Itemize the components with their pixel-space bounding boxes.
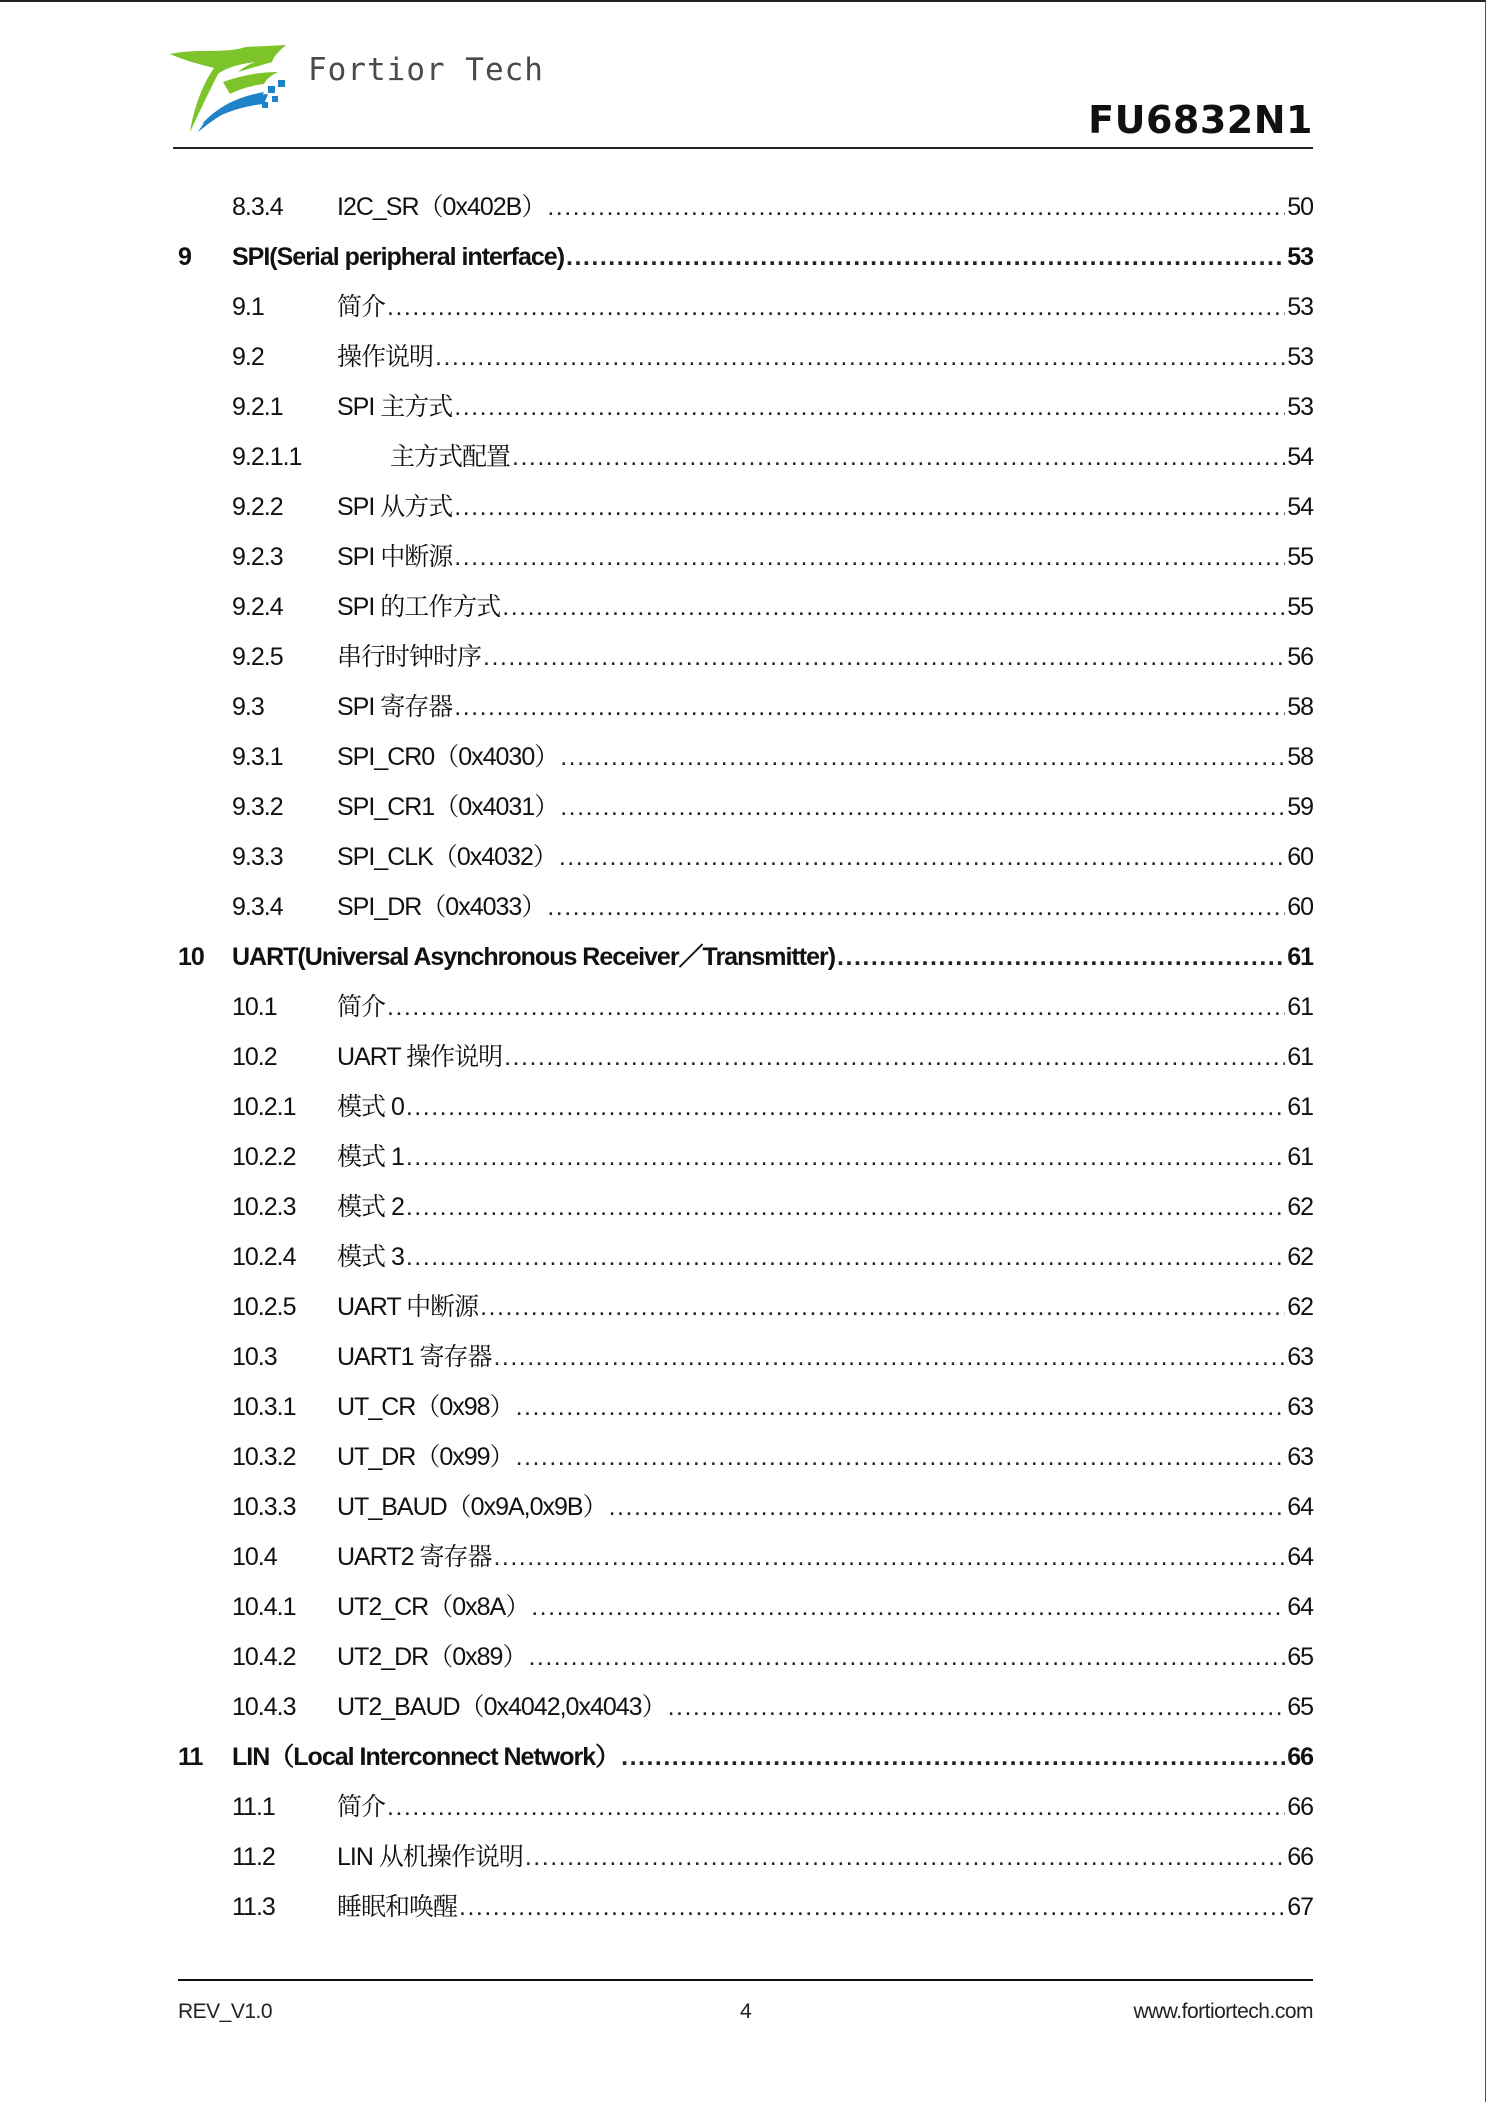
toc-dot-leader — [406, 1232, 1285, 1282]
toc-section-number: 10.3.1 — [232, 1393, 296, 1421]
toc-entry[interactable] — [0, 1532, 1488, 1582]
toc-section-number: 11 — [178, 1743, 203, 1771]
toc-section-number: 9.2.3 — [232, 543, 283, 571]
toc-dot-leader — [560, 732, 1285, 782]
toc-page-number[interactable]: 63 — [1287, 1393, 1313, 1421]
toc-entry[interactable] — [0, 282, 1488, 332]
toc-section-number: 10 — [178, 943, 204, 971]
toc-entry-line — [337, 632, 1313, 682]
toc-section-title[interactable]: UT_DR（0x99） — [337, 1443, 514, 1471]
toc-entry-line — [337, 1432, 1313, 1482]
toc-entry[interactable] — [0, 932, 1488, 982]
fortior-logo-icon — [168, 42, 293, 137]
toc-entry-line — [337, 882, 1313, 932]
toc-dot-leader — [454, 532, 1285, 582]
brand-name: Fortior Tech — [308, 52, 544, 88]
toc-section-title[interactable]: 模式 0 — [337, 1093, 404, 1121]
toc-entry-line — [337, 1232, 1313, 1282]
toc-section-title[interactable]: 操作说明 — [337, 343, 434, 371]
toc-section-title[interactable]: SPI 寄存器 — [337, 693, 453, 721]
toc-entry-line — [337, 1632, 1313, 1682]
toc-page-number[interactable]: 55 — [1287, 543, 1313, 571]
toc-section-title[interactable]: UART2 寄存器 — [337, 1543, 492, 1571]
toc-section-number: 11.2 — [232, 1843, 275, 1871]
toc-entry[interactable] — [0, 1682, 1488, 1732]
toc-entry-line — [337, 1532, 1313, 1582]
toc-page-number[interactable]: 63 — [1287, 1343, 1313, 1371]
toc-section-title[interactable]: SPI_DR（0x4033） — [337, 893, 546, 921]
toc-entry-line — [232, 232, 1313, 282]
toc-section-number: 10.4.1 — [232, 1593, 296, 1621]
toc-section-number: 9.3.3 — [232, 843, 283, 871]
toc-entry[interactable] — [0, 832, 1488, 882]
toc-page-number[interactable]: 54 — [1287, 493, 1313, 521]
toc-entry[interactable] — [0, 882, 1488, 932]
toc-entry[interactable] — [0, 1882, 1488, 1932]
toc-page-number[interactable]: 61 — [1287, 993, 1313, 1021]
toc-entry-line — [337, 382, 1313, 432]
toc-page-number[interactable]: 62 — [1287, 1193, 1313, 1221]
toc-section-title[interactable]: 简介 — [337, 993, 386, 1021]
toc-entry-line — [390, 432, 1313, 482]
toc-page-number[interactable]: 61 — [1287, 1093, 1313, 1121]
toc-section-number: 10.4 — [232, 1543, 277, 1571]
toc-entry-line — [337, 1132, 1313, 1182]
toc-dot-leader — [387, 282, 1285, 332]
toc-section-title[interactable]: UT2_BAUD（0x4042,0x4043） — [337, 1693, 666, 1721]
toc-page-number[interactable]: 58 — [1287, 693, 1313, 721]
toc-entry[interactable] — [0, 982, 1488, 1032]
toc-section-title[interactable]: 模式 3 — [337, 1243, 404, 1271]
toc-entry-line — [337, 182, 1313, 232]
toc-page-number[interactable]: 53 — [1287, 293, 1313, 321]
toc-dot-leader — [528, 1632, 1285, 1682]
toc-section-number: 9.3.4 — [232, 893, 283, 921]
toc-page-number[interactable]: 58 — [1287, 743, 1313, 771]
toc-section-title[interactable]: SPI_CR0（0x4030） — [337, 743, 559, 771]
toc-dot-leader — [493, 1532, 1285, 1582]
toc-section-number: 11.1 — [232, 1793, 275, 1821]
toc-section-number: 9.3 — [232, 693, 264, 721]
toc-entry-line — [232, 932, 1313, 982]
toc-section-title[interactable]: 简介 — [337, 293, 386, 321]
toc-section-number: 10.2.5 — [232, 1293, 296, 1321]
toc-page-number[interactable]: 67 — [1287, 1893, 1313, 1921]
toc-page-number[interactable]: 53 — [1287, 343, 1313, 371]
toc-section-title[interactable]: UART1 寄存器 — [337, 1343, 492, 1371]
toc-section-number: 10.2.4 — [232, 1243, 296, 1271]
toc-entry-line — [337, 732, 1313, 782]
toc-page-number[interactable]: 62 — [1287, 1243, 1313, 1271]
toc-dot-leader — [525, 1832, 1285, 1882]
toc-entry[interactable] — [0, 382, 1488, 432]
toc-entry-line — [337, 782, 1313, 832]
toc-entry[interactable] — [0, 732, 1488, 782]
toc-entry[interactable] — [0, 582, 1488, 632]
toc-section-title[interactable]: SPI 主方式 — [337, 393, 453, 421]
toc-dot-leader — [609, 1482, 1286, 1532]
toc-dot-leader — [560, 782, 1285, 832]
toc-entry[interactable] — [0, 332, 1488, 382]
toc-entry-line — [337, 1032, 1313, 1082]
toc-entry[interactable] — [0, 1232, 1488, 1282]
toc-section-title[interactable]: SPI(Serial peripheral interface) — [232, 243, 565, 271]
footer-divider — [178, 1979, 1313, 1981]
toc-entry-line — [337, 1582, 1313, 1632]
toc-dot-leader — [502, 582, 1285, 632]
toc-entry[interactable] — [0, 1182, 1488, 1232]
toc-entry[interactable] — [0, 1282, 1488, 1332]
toc-section-title[interactable]: SPI_CR1（0x4031） — [337, 793, 559, 821]
toc-page-number[interactable]: 55 — [1287, 593, 1313, 621]
toc-section-title[interactable]: UT_CR（0x98） — [337, 1393, 514, 1421]
toc-entry[interactable] — [0, 1032, 1488, 1082]
toc-section-number: 10.3.3 — [232, 1493, 296, 1521]
toc-section-title[interactable]: 串行时钟时序 — [337, 643, 482, 671]
toc-page-number[interactable]: 64 — [1287, 1593, 1313, 1621]
toc-dot-leader — [454, 382, 1285, 432]
toc-dot-leader — [406, 1182, 1285, 1232]
toc-dot-leader — [547, 182, 1285, 232]
toc-section-title[interactable]: 睡眠和唤醒 — [337, 1893, 458, 1921]
toc-section-title[interactable]: UT2_DR（0x89） — [337, 1643, 527, 1671]
toc-entry[interactable] — [0, 1132, 1488, 1182]
toc-dot-leader — [387, 982, 1285, 1032]
toc-dot-leader — [454, 482, 1285, 532]
toc-section-title[interactable]: I2C_SR（0x402B） — [337, 193, 546, 221]
toc-dot-leader — [387, 1782, 1285, 1832]
toc-section-number: 9.2 — [232, 343, 264, 371]
toc-section-title[interactable]: LIN 从机操作说明 — [337, 1843, 523, 1871]
toc-entry-line — [337, 1082, 1313, 1132]
toc-page-number[interactable]: 50 — [1287, 193, 1313, 221]
toc-entry[interactable] — [0, 1782, 1488, 1832]
toc-section-number: 10.4.2 — [232, 1643, 296, 1671]
toc-dot-leader — [454, 682, 1285, 732]
toc-entry-line — [337, 482, 1313, 532]
toc-section-title[interactable]: 主方式配置 — [390, 443, 511, 471]
toc-dot-leader — [516, 1432, 1286, 1482]
toc-entry-line — [337, 1282, 1313, 1332]
toc-page-number[interactable]: 60 — [1287, 893, 1313, 921]
toc-section-number: 10.2.1 — [232, 1093, 296, 1121]
toc-dot-leader — [512, 432, 1285, 482]
toc-section-title[interactable]: UT2_CR（0x8A） — [337, 1593, 530, 1621]
toc-entry[interactable] — [0, 1732, 1488, 1782]
toc-section-title[interactable]: 模式 1 — [337, 1143, 404, 1171]
toc-section-number: 9.3.2 — [232, 793, 283, 821]
toc-entry[interactable] — [0, 1432, 1488, 1482]
toc-dot-leader — [483, 632, 1285, 682]
toc-entry-line — [337, 1882, 1313, 1932]
toc-dot-leader — [547, 882, 1285, 932]
toc-dot-leader — [480, 1282, 1285, 1332]
toc-entry-line — [337, 1782, 1313, 1832]
toc-entry-line — [337, 682, 1313, 732]
toc-section-title[interactable]: UART(Universal Asynchronous Receiver／Transmitter) — [232, 943, 836, 971]
toc-page-number[interactable]: 59 — [1287, 793, 1313, 821]
toc-dot-leader — [406, 1132, 1285, 1182]
toc-dot-leader — [566, 232, 1285, 282]
toc-entry[interactable] — [0, 1382, 1488, 1432]
toc-section-number: 10.3 — [232, 1343, 277, 1371]
toc-entry-line — [337, 982, 1313, 1032]
toc-section-title[interactable]: SPI_CLK（0x4032） — [337, 843, 557, 871]
toc-page-number[interactable]: 53 — [1287, 243, 1313, 271]
toc-section-number: 10.4.3 — [232, 1693, 296, 1721]
toc-entry-line — [337, 1682, 1313, 1732]
toc-section-number: 11.3 — [232, 1893, 275, 1921]
toc-section-number: 9.1 — [232, 293, 264, 321]
toc-section-title[interactable]: 模式 2 — [337, 1193, 404, 1221]
toc-page-number[interactable]: 53 — [1287, 393, 1313, 421]
toc-page-number[interactable]: 60 — [1287, 843, 1313, 871]
toc-dot-leader — [516, 1382, 1286, 1432]
toc-page-number[interactable]: 66 — [1287, 1843, 1313, 1871]
toc-entry[interactable] — [0, 1832, 1488, 1882]
toc-section-number: 10.1 — [232, 993, 277, 1021]
toc-page-number[interactable]: 65 — [1287, 1693, 1313, 1721]
toc-entry[interactable] — [0, 432, 1488, 482]
toc-dot-leader — [493, 1332, 1285, 1382]
toc-section-number: 9.2.4 — [232, 593, 283, 621]
toc-entry[interactable] — [0, 1582, 1488, 1632]
toc-entry[interactable] — [0, 1632, 1488, 1682]
toc-page-number[interactable]: 54 — [1287, 443, 1313, 471]
toc-page-number[interactable]: 61 — [1287, 943, 1313, 971]
toc-entry[interactable] — [0, 1482, 1488, 1532]
toc-page-number[interactable]: 64 — [1287, 1543, 1313, 1571]
toc-entry[interactable] — [0, 632, 1488, 682]
toc-dot-leader — [621, 1732, 1285, 1782]
toc-section-title[interactable]: SPI 的工作方式 — [337, 593, 501, 621]
header-divider — [173, 147, 1313, 149]
toc-section-number: 9.3.1 — [232, 743, 283, 771]
toc-dot-leader — [435, 332, 1285, 382]
toc-section-number: 10.3.2 — [232, 1443, 296, 1471]
toc-page-number[interactable]: 66 — [1287, 1793, 1313, 1821]
toc-section-number: 10.2.3 — [232, 1193, 296, 1221]
toc-dot-leader — [668, 1682, 1286, 1732]
toc-entry[interactable] — [0, 232, 1488, 282]
toc-page-number[interactable]: 56 — [1287, 643, 1313, 671]
toc-entry-line — [337, 1832, 1313, 1882]
toc-page-number[interactable]: 64 — [1287, 1493, 1313, 1521]
toc-dot-leader — [406, 1082, 1285, 1132]
toc-entry[interactable] — [0, 532, 1488, 582]
toc-entry[interactable] — [0, 1082, 1488, 1132]
toc-page-number[interactable]: 61 — [1287, 1043, 1313, 1071]
toc-dot-leader — [531, 1582, 1285, 1632]
toc-section-title[interactable]: SPI 从方式 — [337, 493, 453, 521]
toc-page-number[interactable]: 65 — [1287, 1643, 1313, 1671]
toc-entry-line — [337, 1332, 1313, 1382]
toc-section-title[interactable]: SPI 中断源 — [337, 543, 453, 571]
toc-section-title[interactable]: UART 中断源 — [337, 1293, 479, 1321]
revision-label: REV_V1.0 — [178, 2000, 273, 2023]
toc-page-number[interactable]: 62 — [1287, 1293, 1313, 1321]
toc-entry[interactable] — [0, 782, 1488, 832]
document-title: FU6832N1 — [1088, 98, 1313, 142]
toc-entry[interactable] — [0, 1332, 1488, 1382]
toc-entry-line — [232, 1732, 1313, 1782]
toc-section-number: 10.2 — [232, 1043, 277, 1071]
toc-entry-line — [337, 1382, 1313, 1432]
toc-section-number: 9.2.1 — [232, 393, 283, 421]
toc-entry-line — [337, 1482, 1313, 1532]
toc-entry-line — [337, 1182, 1313, 1232]
toc-page-number[interactable]: 66 — [1287, 1743, 1313, 1771]
toc-dot-leader — [559, 832, 1285, 882]
toc-entry[interactable] — [0, 182, 1488, 232]
toc-section-title[interactable]: 简介 — [337, 1793, 386, 1821]
toc-dot-leader — [837, 932, 1285, 982]
toc-entry-line — [337, 532, 1313, 582]
toc-section-title[interactable]: UT_BAUD（0x9A,0x9B） — [337, 1493, 607, 1521]
toc-dot-leader — [504, 1032, 1285, 1082]
toc-entry[interactable] — [0, 482, 1488, 532]
website-link[interactable]: www.fortiortech.com — [1133, 2000, 1313, 2023]
toc-entry-line — [337, 282, 1313, 332]
toc-entry[interactable] — [0, 682, 1488, 732]
toc-section-number: 9.2.2 — [232, 493, 283, 521]
toc-section-number: 9 — [178, 243, 191, 271]
toc-entry-line — [337, 332, 1313, 382]
toc-section-number: 8.3.4 — [232, 193, 283, 221]
toc-page-number[interactable]: 63 — [1287, 1443, 1313, 1471]
toc-section-number: 9.2.1.1 — [232, 443, 302, 471]
toc-entry-line — [337, 582, 1313, 632]
toc-section-title[interactable]: UART 操作说明 — [337, 1043, 503, 1071]
toc-section-title[interactable]: LIN（Local Interconnect Network） — [232, 1743, 620, 1771]
toc-page-number[interactable]: 61 — [1287, 1143, 1313, 1171]
toc-entry-line — [337, 832, 1313, 882]
page-number: 4 — [740, 2000, 752, 2023]
toc-dot-leader — [459, 1882, 1285, 1932]
toc-section-number: 9.2.5 — [232, 643, 283, 671]
toc-section-number: 10.2.2 — [232, 1143, 296, 1171]
